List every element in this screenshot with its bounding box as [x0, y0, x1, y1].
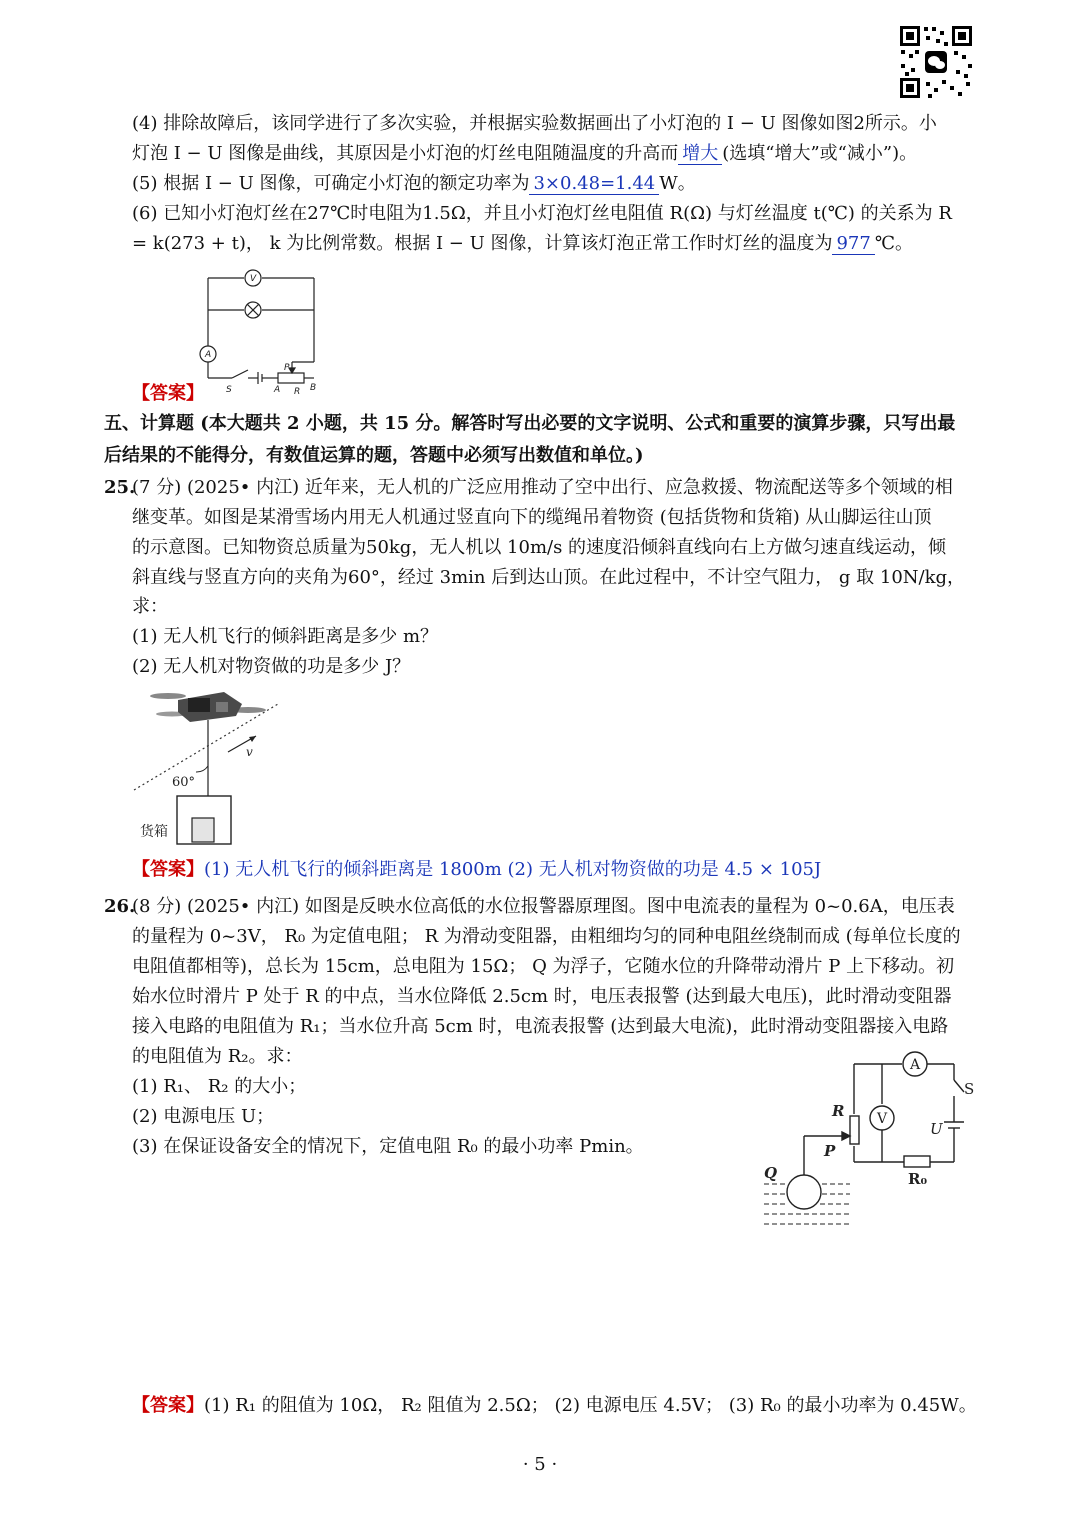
q26-stem-line4: 始水位时滑片 P 处于 R 的中点，当水位降低 2.5cm 时，电压表报警 (达到最大电压)，此时滑动变阻器 — [132, 986, 952, 1007]
q26-rheostat-label: R — [832, 1102, 845, 1120]
q26-answer — [132, 1393, 977, 1419]
q24-voltmeter-label: V — [250, 274, 257, 284]
q25-stem-line1: (7 分) (2025• 内江) 近年来，无人机的广泛应用推动了空中出行、应急救援、物流配送等多个领域的相 — [132, 477, 953, 498]
q24-part5-unit: W。 — [659, 173, 696, 194]
q24-rheostat-label: R — [294, 387, 301, 397]
q26-answer-text: (1) R₁ 的阻值为 10Ω， R₂ 阻值为 2.5Ω； (2) 电源电压 4.5V； (3) R₀ 的最小功率为 0.45W。 — [204, 1395, 977, 1416]
q25-drone-figure — [132, 684, 284, 848]
q26-stem-line6: 的电阻值为 R₂。求： — [132, 1046, 303, 1067]
page-number: · 5 · — [522, 1454, 558, 1475]
q26-question2: (2) 电源电压 U； — [132, 1106, 275, 1127]
q25-stem-line4: 斜直线与竖直方向的夹角为60°，经过 3min 后到达山顶。在此过程中，不计空气阻力， g 取 10N/kg， — [132, 567, 966, 588]
q25-question2: (2) 无人机对物资做的功是多少 J？ — [132, 656, 411, 677]
q25-answer-text: (1) 无人机飞行的倾斜距离是 1800m (2) 无人机对物资做的功是 4.5 × 105J — [204, 859, 822, 880]
q24-part5-text: (5) 根据 I − U 图像，可确定小灯泡的额定功率为 — [132, 173, 530, 194]
q26-stem-line2: 的量程为 0~3V， R₀ 为定值电阻； R 为滑动变阻器，由粗细均匀的同种电阻丝绕制而成 (每单位长度的 — [132, 926, 961, 947]
q24-part5-answer: 3×0.48=1.44 — [529, 173, 659, 195]
q25-answer — [132, 857, 821, 883]
q25-number: 25. — [104, 477, 136, 498]
q24-part6-answer: 977 — [832, 233, 874, 255]
q25-box-label: 货箱 — [140, 824, 168, 840]
q26-stem-line1: (8 分) (2025• 内江) 如图是反映水位高低的水位报警器原理图。图中电流表的量程为 0~0.6A，电压表 — [132, 896, 955, 917]
q26-circuit-figure — [758, 1046, 976, 1242]
section5-heading-line1: 五、计算题 (本大题共 2 小题，共 15 分。解答时写出必要的文字说明、公式和重要的演算步骤，只写出最 — [104, 413, 956, 434]
q24-switch-label: S — [226, 385, 232, 395]
section5-heading-line2: 后结果的不能得分，有数值运算的题，答题中必须写出数值和单位。) — [104, 445, 644, 466]
q26-number: 26. — [104, 896, 136, 917]
q24-part6-line2 — [132, 231, 913, 257]
q24-part6-unit: ℃。 — [874, 233, 913, 254]
q25-answer-label: 【答案】 — [132, 859, 204, 880]
q24-part4-hint: (选填“增大”或“减小”)。 — [722, 143, 918, 164]
q24-slider-label: P — [284, 363, 290, 373]
q25-stem-line3: 的示意图。已知物资总质量为50kg，无人机以 10m/s 的速度沿倾斜直线向右上方做匀速直线运动，倾 — [132, 537, 947, 558]
q24-answer-label: 【答案】 — [132, 383, 204, 404]
q24-end-b-label: B — [310, 383, 317, 393]
q24-part4-line2 — [132, 141, 917, 167]
q24-ammeter-label: A — [205, 350, 212, 360]
q24-part6-text: = k(273 + t)， k 为比例常数。根据 I − U 图像，计算该灯泡正常工作时灯丝的温度为 — [132, 233, 833, 254]
q26-float-label: Q — [764, 1164, 778, 1182]
q25-stem-line2: 继变革。如图是某滑雪场内用无人机通过竖直向下的缆绳吊着物资 (包括货物和货箱) 从山脚运往山顶 — [132, 507, 932, 528]
q24-part4-text: 灯泡 I − U 图像是曲线，其原因是小灯泡的灯丝电阻随温度的升高而 — [132, 143, 679, 164]
q24-end-a-label: A — [274, 385, 281, 395]
qr-code — [898, 24, 974, 100]
q26-slider-label: P — [824, 1142, 836, 1160]
q26-stem-line5: 接入电路的电阻值为 R₁；当水位升高 5cm 时，电流表报警 (达到最大电流)，此时滑动变阻器接入电路 — [132, 1016, 949, 1037]
q25-angle-label: 60° — [172, 775, 196, 790]
q25-velocity-label: v — [246, 745, 253, 759]
q26-switch-label: S — [964, 1080, 975, 1098]
q25-question1: (1) 无人机飞行的倾斜距离是多少 m？ — [132, 626, 439, 647]
q24-part6-line1: (6) 已知小灯泡灯丝在27℃时电阻为1.5Ω，并且小灯泡灯丝电阻值 R(Ω) 与灯丝温度 t(℃) 的关系为 R — [132, 203, 952, 224]
q24-part4-line1: (4) 排除故障后，该同学进行了多次实验，并根据实验数据画出了小灯泡的 I − U 图像如图2所示。小 — [132, 113, 937, 134]
q24-part5 — [132, 171, 696, 197]
q26-source-label: U — [930, 1120, 943, 1138]
q24-part4-answer: 增大 — [678, 143, 722, 165]
q26-ammeter-label: A — [910, 1057, 921, 1073]
q26-question1: (1) R₁、 R₂ 的大小； — [132, 1076, 307, 1097]
q26-r0-label: R₀ — [908, 1170, 928, 1188]
q26-voltmeter-label: V — [877, 1111, 888, 1127]
q25-stem-line5: 求： — [132, 596, 168, 617]
q26-stem-line3: 电阻值都相等)，总长为 15cm，总电阻为 15Ω； Q 为浮子，它随水位的升降带动滑片 P 上下移动。初 — [132, 956, 955, 977]
q26-answer-label: 【答案】 — [132, 1395, 204, 1416]
q26-question3: (3) 在保证设备安全的情况下，定值电阻 R₀ 的最小功率 Pmin。 — [132, 1136, 644, 1157]
q24-circuit-figure — [196, 262, 326, 398]
